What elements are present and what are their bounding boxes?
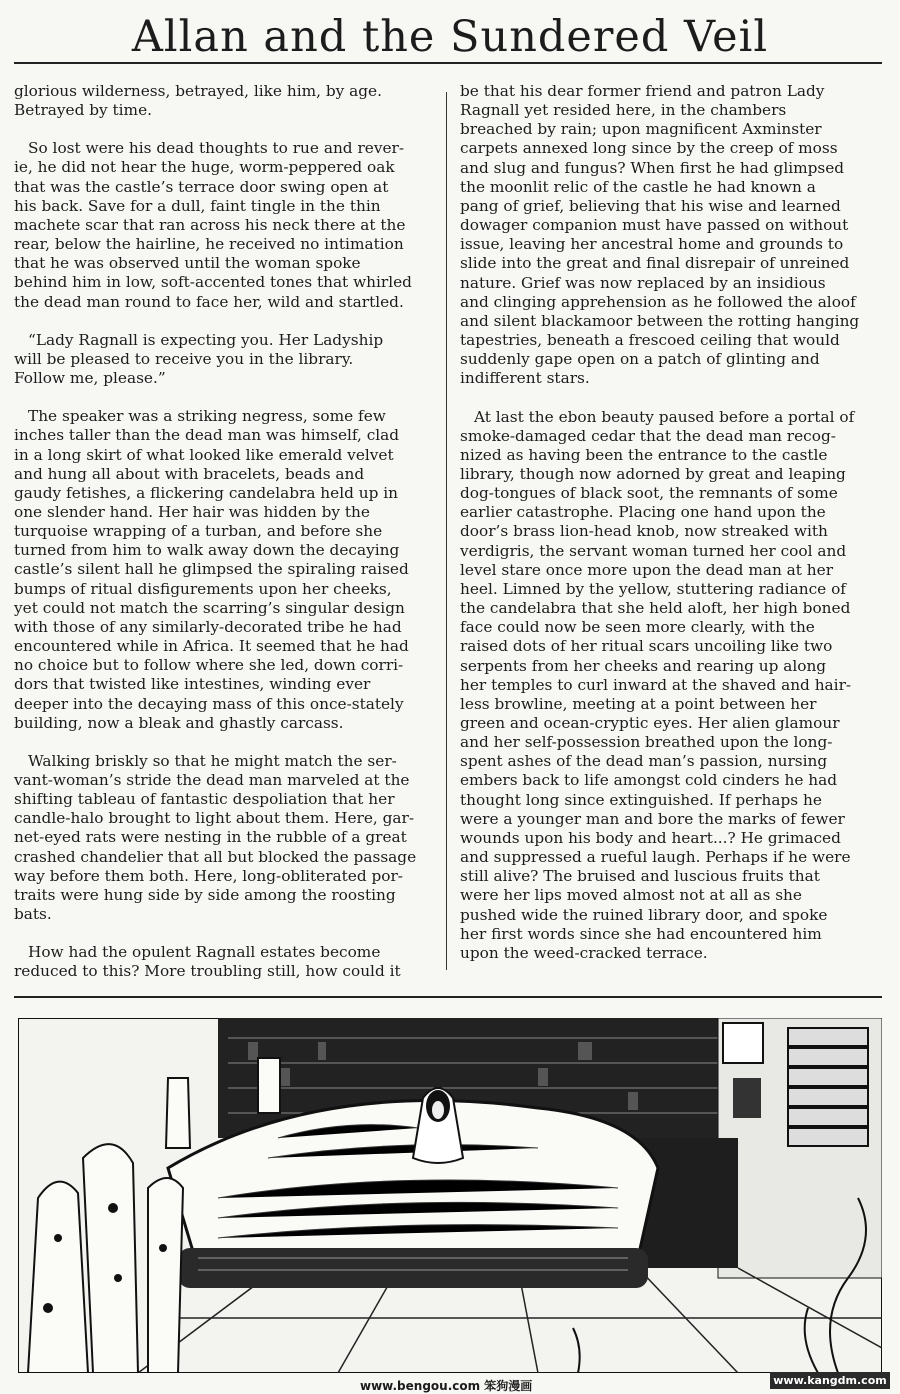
library-illustration	[18, 1018, 882, 1373]
paragraph: At last the ebon beauty paused before a portal of smoke-damaged cedar that the dead man recog- nized as having been the entrance to the castle library, though now adorned by great and leaping dog-tongues of black soot, the remnants of some earlier catastrophe. Placing one hand upon the door’s brass lion-head knob, now streaked with verdigris, the servant woman turned her cool and level stare once more upon the dead man at her heel. Limned by the yellow, stuttering radiance of the candelabra that she held aloft, her high boned face could now be seen more clearly, with the raised dots of her ritual scars uncoiling like two serpents from her cheeks and rearing up along her temples to curl inward at the shaved and hair- less browline, meeting at a point between her green and ocean-cryptic eyes. Her alien glamour and her self-possession breathed upon the long- spent ashes of the dead man’s passion, nursing embers back to life amongst cold cinders he had thought long since extinguished. If perhaps he were a younger man and bore the marks of fewer wounds upon his body and heart...? He grimaced and suppressed a rueful laugh. Perhaps if he were still alive? The bruised and luscious fruits that were her lips moved almost not at all as she pushed wide the ruined library door, and spoke her first words since she had encountered him upon the weed-cracked terrace.	[460, 407, 855, 962]
column-divider	[446, 92, 447, 970]
footer-watermark: www.bengou.com 笨狗漫画	[360, 1379, 533, 1393]
paragraph: be that his dear former friend and patron Lady Ragnall yet resided here, in the chambers breached by rain; upon magnificent Axminster carpets annexed long since by the creep of moss and slug and fungus? When first he had glimpsed the moonlit relic of the castle he had known a pang of grief, believing that his wise and learned dowager companion must have passed on without issue, leaving her ancestral home and grounds to slide into the great and final disrepair of unreined nature. Grief was now replaced by an insidious and clinging apprehension as he followed the aloof and silent blackamoor between the rotting hanging tapestries, beneath a frescoed ceiling that would suddenly gape open on a patch of glinting and indifferent stars.	[460, 82, 860, 388]
paragraph: “Lady Ragnall is expecting you. Her Ladyship will be pleased to receive you in the library. Follow me, please.”	[14, 330, 384, 388]
illustration-rule	[14, 996, 882, 998]
title-rule	[14, 62, 882, 64]
left-column	[14, 82, 438, 1001]
paragraph: How had the opulent Ragnall estates become reduced to this? More troubling still, how could it	[14, 943, 401, 981]
paragraph: So lost were his dead thoughts to rue and rever- ie, he did not hear the huge, worm-peppered oak that was the castle’s terrace door swing open at his back. Save for a dull, faint tingle in the thin machete scar that ran across his neck there at the rear, below the hairline, he received no intimation that he was observed until the woman spoke behind him in low, soft-accented tones that whirled the dead man round to face her, wild and startled.	[14, 139, 412, 311]
paragraph: The speaker was a striking negress, some few inches taller than the dead man was himself, clad in a long skirt of what looked like emerald velvet and hung all about with bracelets, beads and gaudy fetishes, a flickering candelabra held up in one slender hand. Her hair was hidden by the turquoise wrapping of a turban, and before she turned from him to walk away down the decaying castle’s silent hall he glimpsed the spiraling raised bumps of ritual disfigurements upon her cheeks, yet could not match the scarring’s singular design with those of any similarly-decorated tribe he had encountered while in Africa. It seemed that he had no choice but to follow where she led, down corri- dors that twisted like intestines, winding ever deeper into the decaying mass of this once-stately building, now a bleak and ghastly carcass.	[14, 407, 409, 732]
story-title: Allan and the Sundered Veil	[131, 12, 769, 62]
paragraph: Walking briskly so that he might match the ser- vant-woman’s stride the dead man marveled at the shifting tableau of fantastic despoliation that her candle-halo brought to light about them. Here, gar- net-eyed rats were nesting in the rubble of a great crashed chandelier that all but blocked the passage way before them both. Here, long-obliterated por- traits were hung side by side among the roosting bats.	[14, 751, 417, 924]
footer-badge: www.kangdm.com	[770, 1372, 890, 1389]
right-column	[460, 82, 884, 982]
paragraph: glorious wilderness, betrayed, like him, by age. Betrayed by time.	[14, 82, 382, 120]
